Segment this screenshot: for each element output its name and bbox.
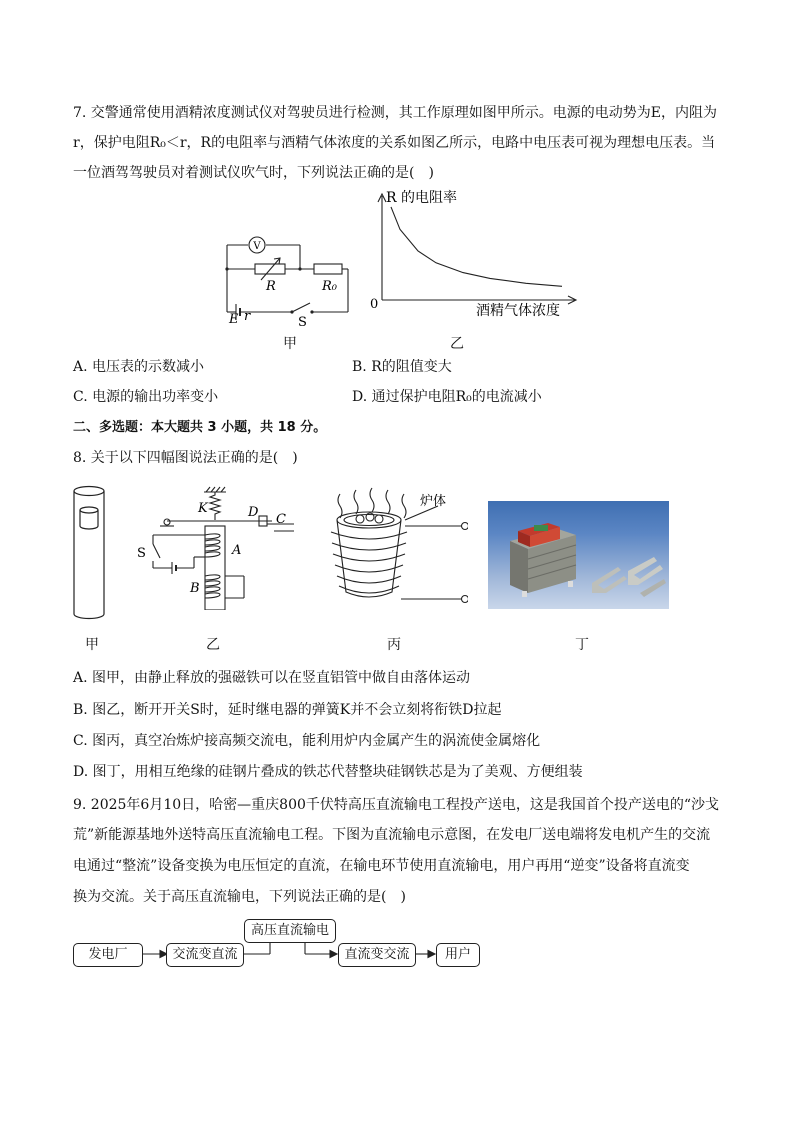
q8-vacuum-furnace-figure: [318, 484, 468, 614]
q9-stem-line4: 换为交流。关于高压直流输电，下列说法正确的是( ): [73, 889, 406, 905]
q8-fig-ding-caption: 丁: [575, 637, 589, 653]
flow-box-hvdc: 高压直流输电: [244, 919, 336, 943]
q8-aluminum-tube-figure: [68, 484, 112, 624]
q8-option-a[interactable]: A. 图甲，由静止释放的强磁铁可以在竖直铝管中做自由落体运动: [73, 670, 471, 686]
q7-option-b[interactable]: B. R的阻值变大: [352, 359, 452, 375]
series-curve: [391, 207, 562, 286]
flow-box-user: 用户: [436, 943, 480, 967]
q7-fig-yi-caption: 乙: [450, 336, 464, 352]
q8-fig-jia-caption: 甲: [85, 637, 99, 653]
q7-stem-line2: r，保护电阻R₀＜r，R的电阻率与酒精气体浓度的关系如图乙所示，电路中电压表可视为理想电压表。当: [73, 135, 716, 151]
q7-option-a[interactable]: A. 电压表的示数减小: [73, 359, 205, 375]
relay-label-k: K: [198, 501, 208, 516]
flow-box-ac-to-dc: 交流变直流: [166, 943, 244, 967]
q7-circuit-diagram: [218, 232, 358, 327]
q8-option-c[interactable]: C. 图丙，真空冶炼炉接高频交流电，能利用炉内金属产生的涡流使金属熔化: [73, 733, 541, 749]
q8-fig-yi-caption: 乙: [206, 637, 220, 653]
relay-label-b: B: [190, 581, 200, 596]
q8-option-d[interactable]: D. 图丁，用相互绝缘的硅钢片叠成的铁芯代替整块硅钢铁芯是为了美观、方便组装: [73, 764, 583, 780]
relay-label-d: D: [248, 505, 259, 520]
transformer-illustration: [488, 501, 669, 609]
r0-label: R₀: [322, 279, 337, 294]
q7-stem-line3: 一位酒驾驾驶员对着测试仪吹气时，下列说法正确的是( ): [73, 165, 434, 181]
flow-box-power-plant: 发电厂: [73, 943, 143, 967]
relay-label-a: A: [232, 543, 242, 558]
q7-option-d[interactable]: D. 通过保护电阻R₀的电流减小: [352, 389, 542, 405]
chart-xlabel: 酒精气体浓度: [476, 303, 560, 319]
flow-box-dc-to-ac: 直流变交流: [338, 943, 416, 967]
transformer-photo: [488, 501, 669, 609]
relay-label-c: C: [276, 512, 286, 527]
emf-label: E: [229, 312, 239, 327]
q9-stem-line1: 9. 2025年6月10日，哈密—重庆800千伏特高压直流输电工程投产送电，这是我国首个投产送电的“沙戈: [73, 797, 720, 813]
chart-origin: 0: [370, 297, 379, 312]
rheostat-label: R: [266, 279, 276, 294]
voltmeter-label: V: [253, 241, 261, 252]
furnace-label: 炉体: [420, 494, 447, 509]
relay-label-s: S: [137, 546, 146, 561]
section-title: 二、多选题：本大题共 3 小题，共 18 分。: [73, 420, 327, 435]
q9-stem-line3: 电通过“整流”设备变换为电压恒定的直流，在输电环节使用直流输电，用户再用“逆变”设备将直流变: [73, 858, 690, 874]
q8-stem: 8. 关于以下四幅图说法正确的是( ): [73, 450, 298, 466]
switch-label: S: [298, 315, 307, 327]
q8-option-b[interactable]: B. 图乙，断开开关S时，延时继电器的弹簧K并不会立刻将衔铁D拉起: [73, 702, 502, 718]
q7-option-c[interactable]: C. 电源的输出功率变小: [73, 389, 219, 405]
q7-resistivity-chart: [366, 188, 586, 328]
internal-r-label: r: [244, 309, 251, 324]
q8-delay-relay-figure: [134, 486, 300, 610]
q9-stem-line2: 荒”新能源基地外送特高压直流输电工程。下图为直流输电示意图，在发电厂送电端将发电机产生的交流: [73, 827, 711, 843]
chart-ylabel: R 的电阻率: [386, 190, 457, 206]
q7-stem-line1: 7. 交警通常使用酒精浓度测试仪对驾驶员进行检测，其工作原理如图甲所示。电源的电动势为E，内阻为: [73, 105, 718, 121]
q7-fig-jia-caption: 甲: [283, 336, 297, 352]
q8-fig-bing-caption: 丙: [387, 637, 401, 653]
